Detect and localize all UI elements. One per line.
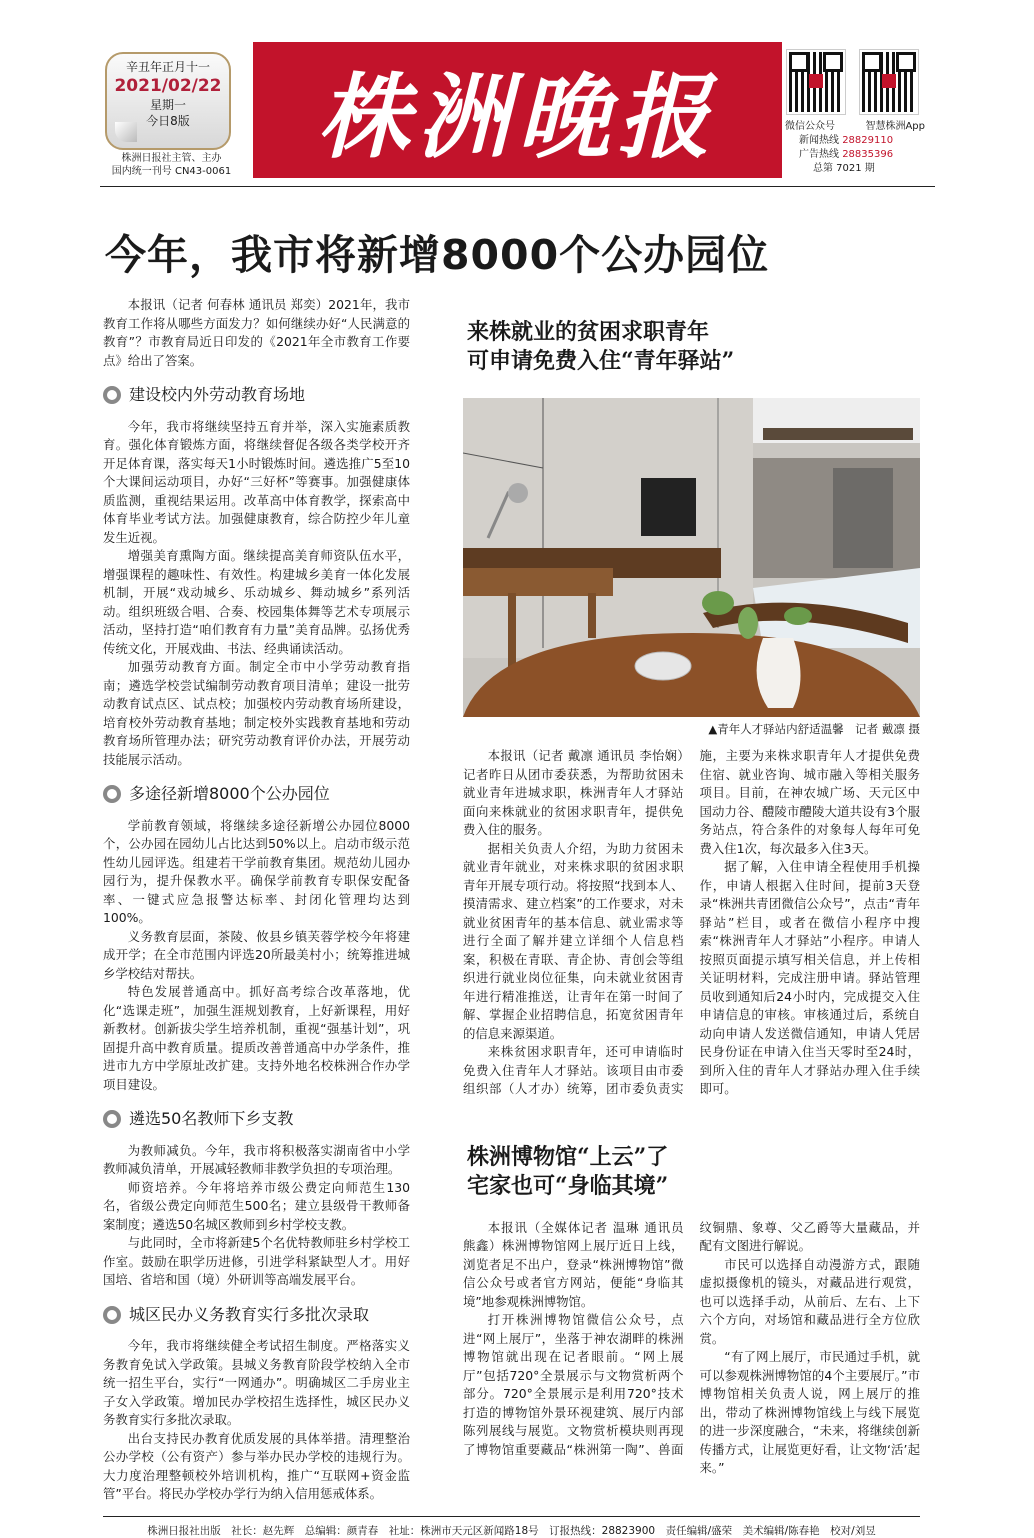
paragraph: 师资培养。今年将培养市级公费定向师范生130名，省级公费定向师范生500名；建立县级骨干教师备案制度；遴选50名城区教师到乡村学校支教。	[103, 1179, 410, 1232]
paragraph: 加强劳动教育方面。制定全市中小学劳动教育指南；遴选学校尝试编制劳动教育项目清单；建设一批劳动教育试点区、试点校；加强校内劳动教育场所建设，培育校外劳动教育基地；制定校外实践教育基地和劳动教育场所管理办法；研究劳动教育评价办法，开展劳动技能展示活动。	[103, 659, 410, 767]
page-content	[103, 296, 920, 1538]
ring-bullet-icon	[103, 1110, 121, 1128]
news-hotline: 28829110	[842, 135, 894, 146]
ring-bullet-icon	[103, 386, 121, 404]
page-curl-icon	[115, 122, 137, 142]
room-photo-image	[463, 398, 920, 717]
masthead-divider	[100, 186, 935, 187]
ad-hotline-label: 广告热线	[799, 149, 839, 160]
app-qr-code-icon	[860, 50, 918, 114]
paragraph: 今年，我市将继续健全考试招生制度。严格落实义务教育免试入学政策。县城义务教育阶段学校纳入全市统一招生平台，实行“一网通办”。明确城区二手房业主子女入学政策。增加民办学校招生选择性，城区民办义务教育实行多批次录取。	[103, 1338, 410, 1427]
paragraph: 来株贫困求职青年，还可申请临时免费入住青年人才驿站。该项目由市委组织部（人才办）统筹，团市委负责实施，主要为来株求职青年人才提供免费住宿、就业咨询、城市融入等相关服务项目。目前，在神农城广场、天元区中国动力谷、醴陵市醴陵大道共设有3个服务站点，符合条件的对象每人每年可免费入住1次，每次最多入住3天。	[463, 748, 920, 1096]
newspaper-title: 株洲晚报	[317, 63, 718, 171]
footer-credits: 株洲日报社出版 社长：赵先辉 总编辑：颜青春 社址：株洲市天元区新闻路18号 订报热线：28823900 责任编辑/盛荣 美术编辑/陈春艳 校对/刘昱	[147, 1524, 876, 1537]
ring-bullet-icon	[103, 785, 121, 803]
issn-line: 国内统一刊号 CN43-0061	[111, 166, 232, 177]
weekday: 星期一	[149, 98, 186, 112]
publisher-line: 株洲日报社主管、主办	[121, 153, 222, 164]
headline-line: 可申请免费入住“青年驿站”	[467, 348, 735, 374]
paragraph: 特色发展普通高中。抓好高考综合改革落地，优化“选课走班”，加强生涯规划教育，上好新课程，用好新教材。创新拔尖学生培养机制，重视“强基计划”，巩固提升高中教育质量。提质改善普通高中办学条件，推进市九方中学原址改扩建。支持外地名校株洲合作办学项目建设。	[103, 984, 410, 1092]
page-count: 今日8版	[146, 114, 190, 128]
paragraph: 打开株洲博物馆微信公众号，点进“网上展厅”，坐落于神农湖畔的株洲博物馆就出现在记者眼前。“网上展厅”包括720°全景展示与文物赏析两个部分。720°全景展示是利用720°技术打造的博物馆外景环视建筑、展厅内部陈列展线与展览。文物赏析模块则再现了博物馆重要藏品“株洲第一陶”、兽面纹铜鼎、象尊、父乙爵等大量藏品，并配有文图进行解说。	[463, 1219, 920, 1457]
main-article-body	[103, 296, 410, 1504]
paragraph: 今年，我市将继续坚持五育并举，深入实施素质教育。强化体育锻炼方面，将继续督促各级各类学校开齐开足体育课，落实每天1小时锻炼时间。遴选推广5至10个大课间运动项目，办好“三好杯”等赛事。加强健康体质监测，重视结果运用。改革高中体育教学，探索高中体育毕业考试方法。加强健康教育，综合防控少年儿童发生近视。	[103, 418, 410, 545]
paragraph: 市民可以选择自动漫游方式，跟随虚拟摄像机的镜头，对藏品进行观赏，也可以选择手动，从前后、左右、上下六个方向，对场馆和藏品进行全方位欣赏。	[699, 1256, 920, 1346]
newspaper-logo	[253, 42, 782, 178]
section-title: 多途径新增8000个公办园位	[129, 784, 330, 803]
article-intro: 本报讯（记者 何春林 通讯员 郑奕）2021年，我市教育工作将从哪些方面发力？如何继续办好“人民满意的教育”？市教育局近日印发的《2021年全市教育工作要点》给出了答案。	[103, 297, 410, 368]
qr-label-app: 智慧株洲App	[865, 121, 925, 132]
museum-article-headline	[463, 1143, 920, 1201]
youth-article-body	[463, 747, 920, 1099]
paragraph: 学前教育领域，将继续多途径新增公办园位8000个，公办园在园幼儿占比达到50%以上。启动市级示范性幼儿园评选。组建若干学前教育集团。规范幼儿园办园行为，提升保教水平。确保学前教育专职保安配备率、一键式应急报警达标率、封闭化管理均达到100%。	[103, 817, 410, 925]
paragraph: 义务教育层面，茶陵、攸县乡镇芙蓉学校今年将建成开学；在全市范围内评选20所最美村小；统筹推进城乡学校结对帮扶。	[103, 928, 410, 981]
section-heading	[103, 1306, 410, 1325]
paragraph: 据相关负责人介绍，为助力贫困未就业青年就业，对来株求职的贫困求职青年开展专项行动。将按照“找到本人、摸清需求、建立档案”的工作要求，对未就业贫困青年的基本信息、就业需求等进行全面了解并建立详细个人信息档案，积极在青联、青企协、青创会等组织进行就业岗位征集，向未就业贫困青年进行精准推送，让青年在第一时间了解、掌握企业招聘信息，拓宽贫困青年的信息来源渠道。	[463, 840, 684, 1041]
ring-bullet-icon	[103, 1306, 121, 1324]
headline-line: 宅家也可“身临其境”	[467, 1172, 669, 1199]
paragraph: 本报讯（全媒体记者 温琳 通讯员 熊鑫）株洲博物馆网上展厅近日上线，浏览者足不出户，登录“株洲博物馆”微信公众号或者官方网站，便能“身临其境”地参观株洲博物馆。	[463, 1219, 684, 1309]
section-title: 城区民办义务教育实行多批次录取	[129, 1304, 370, 1324]
paragraph: 出台支持民办教育优质发展的具体举措。清理整治公办学校（公有资产）参与举办民办学校的违规行为。大力度治理整顿校外培训机构，推广“互联网+资金监管”平台。将民办学校办学行为纳入信用惩戒体系。	[103, 1430, 410, 1501]
youth-article-headline	[463, 318, 920, 376]
section-heading	[103, 785, 410, 804]
qr-label-wechat: 微信公众号	[785, 121, 835, 132]
paragraph: 本报讯（记者 戴凛 通讯员 李怡娴）记者昨日从团市委获悉，为帮助贫困未就业青年进城求职，株洲青年人才驿站面向来株就业的贫困求职青年，提供免费入住的服务。	[463, 748, 684, 837]
wechat-qr-code-icon	[787, 50, 845, 114]
right-column	[463, 296, 920, 1478]
lunar-date: 辛丑年正月十一	[125, 60, 210, 74]
section-title: 建设校内外劳动教育场地	[129, 385, 306, 404]
photo-caption: ▲青年人才驿站内舒适温馨 记者 戴凛 摄	[708, 722, 920, 736]
headline-line: 来株就业的贫困求职青年	[467, 319, 710, 345]
section-title: 遴选50名教师下乡支教	[129, 1109, 294, 1128]
hotel-room-photo	[463, 398, 920, 717]
museum-article-body	[463, 1219, 920, 1478]
publisher-info	[104, 152, 239, 178]
paragraph: 增强美育熏陶方面。继续提高美育师资队伍水平，增强课程的趣味性、有效性。构建城乡美育一体化发展机制，开展“戏动城乡、乐动城乡、舞动城乡”系列活动。组织班级合唱、合奏、校园集体舞等艺术专项展示活动，坚持打造“咱们教育有力量”美育品牌。弘扬优秀传统文化，开展戏曲、书法、经典诵读活动。	[103, 548, 410, 656]
section-heading	[103, 386, 410, 405]
issue-date: 2021/02/22	[114, 76, 222, 96]
issue-number: 总第 7021 期	[813, 163, 875, 174]
paragraph: 据了解，入住申请全程使用手机操作，申请人根据入住时间，提前3天登录“株洲共青团微信公众号”，点击“青年驿站”栏目，或者在微信小程序中搜索“株洲青年人才驿站”小程序。申请人按照页面提示填写相关信息，并上传相关证明材料，完成注册申请。驿站管理员收到通知后24小时内，完成提交入住申请信息的审核。审核通过后，系统自动向申请人发送微信通知，申请人凭居民身份证在申请入住当天零时至24时，到所入住的青年人才驿站办理入住手续即可。	[699, 859, 920, 1096]
ad-hotline: 28835396	[842, 149, 894, 160]
contact-info	[785, 120, 925, 176]
news-hotline-label: 新闻热线	[799, 135, 839, 146]
date-box	[105, 52, 231, 150]
paragraph: “有了网上展厅，市民通过手机，就可以参观株洲博物馆的4个主要展厅。”市博物馆相关负责人说，网上展厅的推出，带动了株洲博物馆线上与线下展览的进一步深度融合，“未来，将继续创新传播方式，让展览更好看，让文物‘活’起来。”	[699, 1349, 920, 1475]
paragraph: 为教师减负。今年，我市将积极落实湖南省中小学教师减负清单，开展减轻教师非教学负担的专项治理。	[103, 1142, 410, 1176]
section-heading	[103, 1110, 410, 1129]
main-headline: 今年，我市将新增8000个公办园位	[105, 231, 770, 279]
paragraph: 与此同时，全市将新建5个名优特教师驻乡村学校工作室。鼓励在职学历进修，引进学科紧缺型人才。用好国培、省培和国（境）外研训等高端发展平台。	[103, 1235, 410, 1287]
footer-divider	[103, 1516, 920, 1538]
columns	[103, 296, 920, 1504]
headline-line: 株洲博物馆“上云”了	[467, 1143, 669, 1170]
